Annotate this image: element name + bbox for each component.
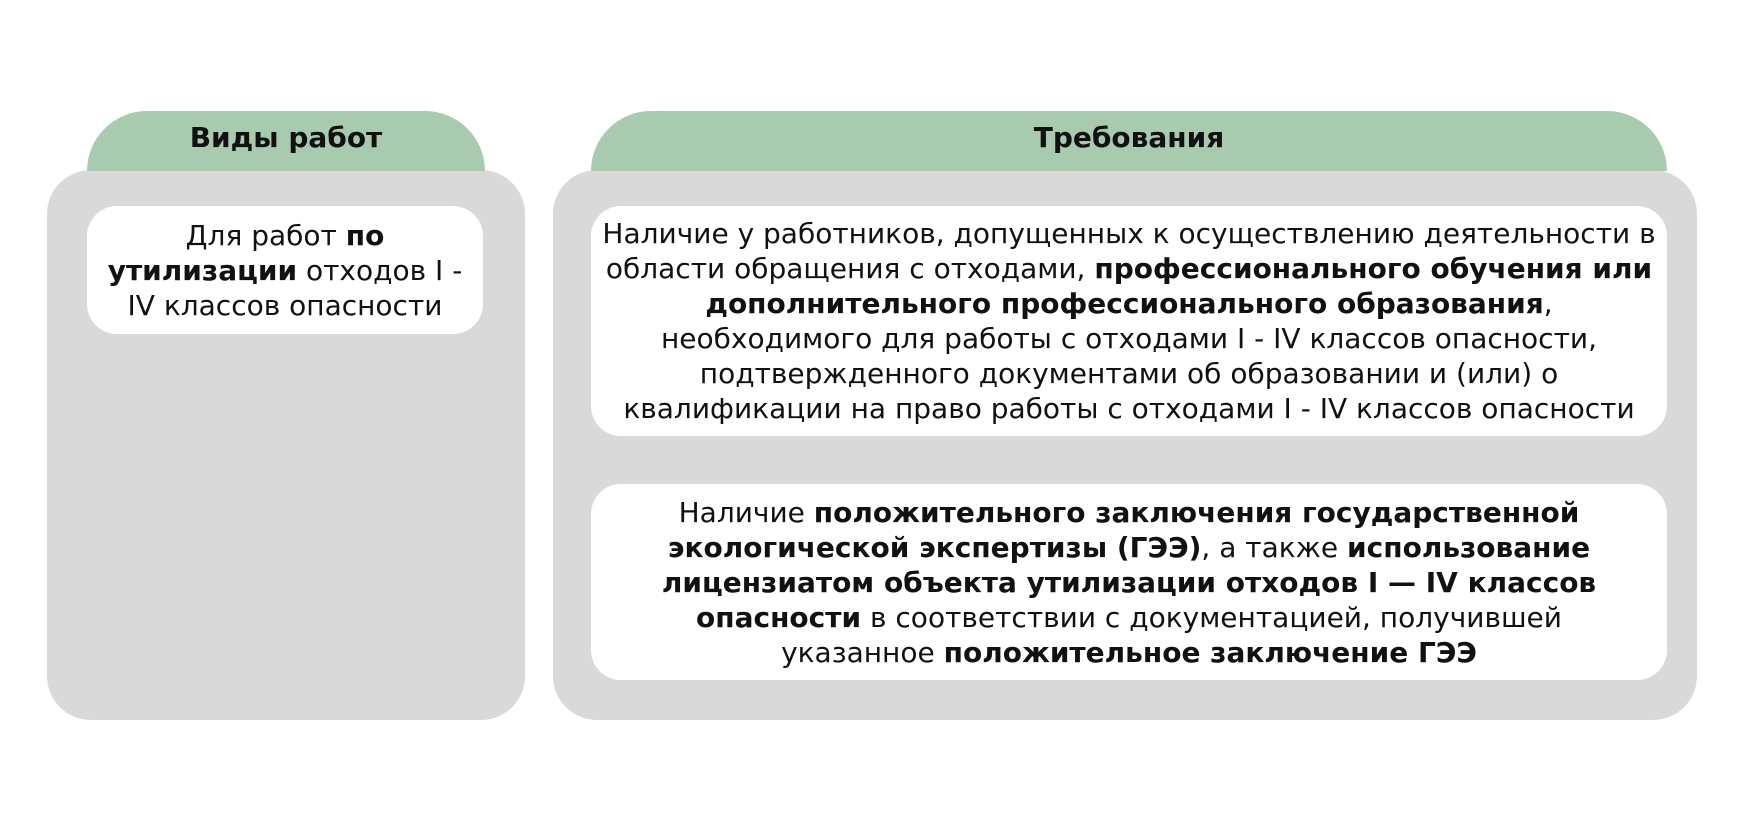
card-text-segment: в соответствии с документацией, получившей указанное bbox=[781, 600, 1562, 669]
card-text-segment: Для работ bbox=[185, 218, 346, 252]
work-type-card-text bbox=[101, 218, 469, 323]
card-text-segment: Наличие у работников, допущенных к осуществлению деятельности в области обращения с отходами, bbox=[602, 217, 1656, 285]
work-types-header-label: Виды работ bbox=[189, 120, 383, 154]
requirements-header bbox=[591, 111, 1667, 171]
work-type-card bbox=[87, 206, 483, 334]
card-text-segment-bold: положительное заключение ГЭЭ bbox=[943, 635, 1477, 669]
card-text-segment: Наличие bbox=[678, 495, 814, 529]
requirements-header-label: Требования bbox=[1033, 120, 1225, 154]
card-text-segment: , необходимого для работы с отходами I - IV классов опасности, подтвержденного документами об образовании и (или) о квалификации на право работы с отходами I - IV классов опасности bbox=[623, 287, 1635, 425]
requirement-card-expertise bbox=[591, 484, 1667, 680]
requirement-card-training bbox=[591, 206, 1667, 436]
card-text-segment-bold: использование лицензиатом объекта утилизации отходов I — IV классов опасности bbox=[661, 530, 1597, 634]
card-text-segment: , а также bbox=[1201, 530, 1348, 564]
card-text-segment: отходов I - IV классов опасности bbox=[127, 253, 463, 322]
requirement-card-text bbox=[599, 216, 1659, 426]
card-text-segment-bold: по утилизации bbox=[107, 218, 385, 287]
work-types-header bbox=[87, 111, 485, 171]
requirement-card-text bbox=[621, 495, 1637, 670]
card-text-segment-bold: положительного заключения государственной экологической экспертизы (ГЭЭ) bbox=[667, 495, 1580, 564]
card-text-segment-bold: профессионального обучения или дополнительного профессионального образования bbox=[705, 252, 1653, 320]
